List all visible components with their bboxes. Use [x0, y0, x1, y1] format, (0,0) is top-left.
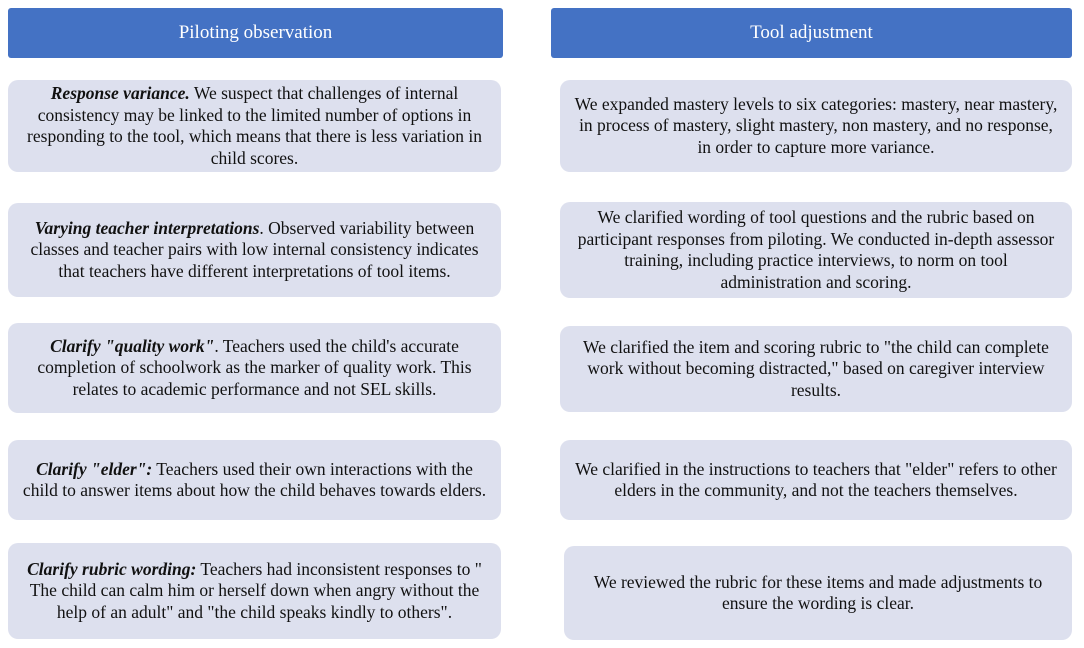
observation-lead: Clarify "quality work" [50, 335, 215, 356]
adjustment-box-2 [560, 202, 1072, 298]
adjustment-text: We reviewed the rubric for these items and made adjustments to ensure the wording is clear. [593, 571, 1043, 613]
observation-text: Teachers had inconsistent responses to " The child can calm him or herself down when angry without the help of an adult" and "the child speaks kindly to others". [29, 558, 482, 622]
observation-box-2 [8, 203, 501, 297]
adjustment-text: We expanded mastery levels to six categories: mastery, near mastery, in process of mastery, slight mastery, non mastery, and no response, in order to capture more variance. [574, 93, 1058, 157]
observation-box-4 [8, 440, 501, 520]
observation-text: . Teachers used the child's accurate completion of schoolwork as the marker of quality work. This relates to academic performance and not SEL skills. [37, 335, 472, 399]
header-right-label: Tool adjustment [750, 22, 873, 43]
header-piloting-observation [8, 8, 503, 58]
adjustment-box-5 [564, 546, 1072, 640]
observation-lead: Clarify "elder": [36, 458, 153, 479]
observation-box-3 [8, 323, 501, 413]
adjustment-box-1 [560, 80, 1072, 172]
observation-box-1 [8, 80, 501, 172]
adjustment-box-4 [560, 440, 1072, 520]
adjustment-text: We clarified wording of tool questions and the rubric based on participant responses from piloting. We conducted in-depth assessor training, including practice interviews, to norm on tool administration and scoring. [577, 207, 1055, 292]
observation-text: We suspect that challenges of internal consistency may be linked to the limited number of options in responding to the tool, which means that there is less variation in child scores. [27, 83, 482, 168]
adjustment-box-3 [560, 326, 1072, 412]
adjustment-text: We clarified the item and scoring rubric to "the child can complete work without becoming distracted," based on caregiver interview results. [583, 336, 1049, 400]
observation-lead: Varying teacher interpretations [34, 217, 260, 238]
header-left-label: Piloting observation [178, 22, 333, 43]
header-tool-adjustment [551, 8, 1072, 58]
observation-text: . Observed variability between classes and teacher pairs with low internal consistency indicates that teachers have different interpretations of tool items. [30, 217, 479, 281]
observation-text: Teachers used their own interactions with the child to answer items about how the child behaves towards elders. [22, 458, 487, 500]
adjustment-text: We clarified in the instructions to teachers that "elder" refers to other elders in the community, and not the teachers themselves. [575, 458, 1057, 500]
observation-box-5 [8, 543, 501, 639]
observation-lead: Response variance. [50, 83, 190, 103]
observation-lead: Clarify rubric wording: [27, 558, 197, 579]
